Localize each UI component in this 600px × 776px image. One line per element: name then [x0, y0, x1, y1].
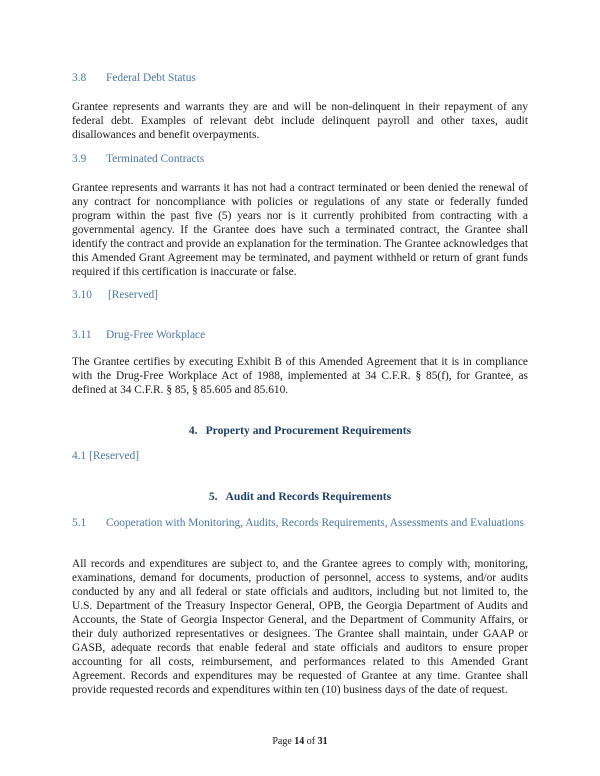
footer-of: of	[306, 736, 316, 747]
section-heading-3-9	[72, 153, 204, 165]
paragraph-5-1: All records and expenditures are subject to, and the Grantee agrees to comply with, monitoring, examinations, demand for documents, production of personnel, access to systems, and/or audits conducted by any and all federal or state officials and auditors, including but not limited to, the U.S. Department of the Treasury Inspector General, OPB, the Georgia Department of Audits and Accounts, the State of Georgia Inspector General, and the Department of Community Affairs, or their duly authorized representatives or designees. The Grantee shall maintain, under GAAP or GASB, adequate records that enable federal and state officials and auditors to ensure proper accounting for all costs, reimbursement, and performances related to this Amended Grant Agreement. Records and expenditures may be requested of Grantee at any time. Grantee shall provide requested records and expenditures within ten (10) business days of the date of request.	[72, 558, 528, 696]
section-number: 5.1	[72, 517, 87, 529]
footer-page-total: 31	[317, 736, 328, 747]
paragraph-3-9: Grantee represents and warrants it has not had a contract terminated or been denied the renewal of any contract for noncompliance with policies or regulations of any state or federally funded program within the past five (5) years nor is it currently prohibited from contracting with a governmental agency. If the Grantee does have such a terminated contract, the Grantee shall identify the contract and provide an explanation for the termination. The Grantee acknowledges that this Amended Grant Agreement may be terminated, and payment withheld or return of grant funds required if this certification is inaccurate or false.	[72, 182, 528, 278]
section-title: Terminated Contracts	[106, 153, 205, 165]
paragraph-3-11: The Grantee certifies by executing Exhibit B of this Amended Agreement that it is in compliance with the Drug-Free Workplace Act of 1988, implemented at 34 C.F.R. § 85(f), for Grantee, as defined at 34 C.F.R. § 85, § 85.605 and 85.610.	[72, 356, 528, 396]
section-title: Cooperation with Monitoring, Audits, Records Requirements, Assessments and Evaluations	[106, 517, 524, 529]
section-title: [Reserved]	[108, 289, 158, 301]
article-title: Audit and Records Requirements	[225, 490, 392, 503]
section-number: 3.8	[72, 72, 87, 84]
article-number: 5.	[208, 490, 218, 503]
footer-page-number: 14	[294, 736, 305, 747]
section-heading-5-1	[72, 516, 528, 530]
paragraph-3-8: Grantee represents and warrants they are and will be non-delinquent in their repayment of any federal debt. Examples of relevant debt include delinquent payroll and other taxes, audit disallowances and benefit overpayments.	[72, 101, 528, 141]
article-number: 4.	[188, 424, 198, 437]
section-heading-4-1: 4.1 [Reserved]	[72, 450, 140, 462]
section-heading-3-11	[72, 329, 205, 341]
article-heading-5	[0, 490, 600, 503]
section-title: Federal Debt Status	[106, 72, 196, 84]
article-title: Property and Procurement Requirements	[205, 424, 412, 437]
section-title: Drug-Free Workplace	[106, 329, 206, 341]
section-number: 3.10	[72, 289, 92, 301]
section-heading-3-10	[72, 289, 158, 301]
section-number: 3.11	[72, 329, 92, 341]
article-heading-4	[0, 424, 600, 437]
section-number: 3.9	[72, 153, 87, 165]
footer-prefix: Page	[272, 736, 292, 747]
page-footer	[0, 736, 600, 747]
section-heading-3-8	[72, 72, 196, 84]
